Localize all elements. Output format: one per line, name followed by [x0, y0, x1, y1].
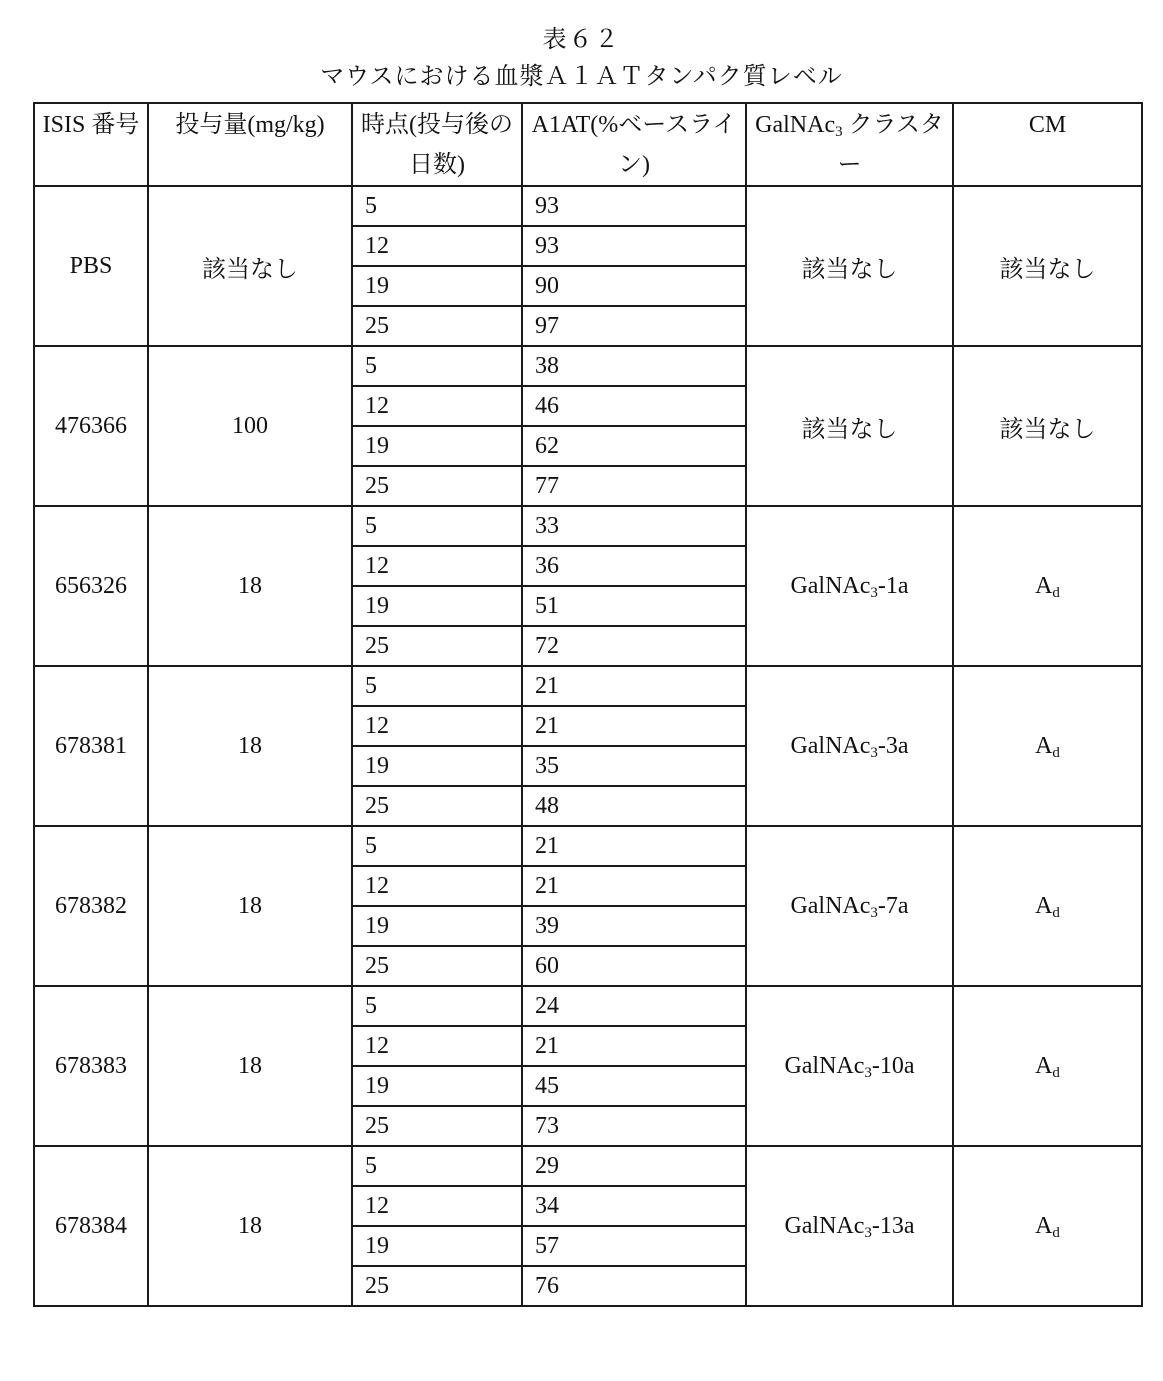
cm-cell	[953, 1146, 1142, 1306]
timepoint-cell: 19	[352, 426, 522, 466]
dose-cell: 該当なし	[148, 186, 352, 346]
a1at-cell: 21	[522, 666, 746, 706]
a1at-cell: 97	[522, 306, 746, 346]
galnac-cluster-cell	[746, 506, 953, 666]
a1at-cell: 38	[522, 346, 746, 386]
cm-base: A	[1035, 1052, 1053, 1079]
cluster-text: 該当なし	[801, 256, 898, 283]
a1at-cell: 36	[522, 546, 746, 586]
table-row	[34, 826, 1142, 866]
timepoint-cell: 12	[352, 1026, 522, 1066]
a1at-cell: 93	[522, 226, 746, 266]
a1at-cell: 21	[522, 1026, 746, 1066]
timepoint-cell: 12	[352, 226, 522, 266]
cm-subscript: d	[1052, 1064, 1060, 1081]
header-galnac-cluster	[746, 103, 953, 186]
dose-cell: 18	[148, 986, 352, 1146]
header-timepoint: 時点(投与後の日数)	[352, 103, 522, 186]
a1at-cell: 21	[522, 866, 746, 906]
cluster-suffix: -10a	[871, 1052, 915, 1079]
isis-number-cell: 678382	[34, 826, 148, 986]
header-galnac-suffix: クラスター	[837, 112, 944, 178]
table-body	[34, 186, 1142, 1306]
cm-cell	[953, 346, 1142, 506]
timepoint-cell: 12	[352, 866, 522, 906]
table-number: 表６２	[542, 27, 621, 53]
cluster-subscript: 3	[870, 904, 878, 921]
a1at-cell: 72	[522, 626, 746, 666]
cm-base: A	[1035, 892, 1053, 919]
header-row	[34, 103, 1142, 186]
isis-number-cell: 678381	[34, 666, 148, 826]
table-row	[34, 986, 1142, 1026]
timepoint-cell: 12	[352, 546, 522, 586]
isis-number-cell: 678384	[34, 1146, 148, 1306]
cm-cell	[953, 986, 1142, 1146]
a1at-cell: 48	[522, 786, 746, 826]
a1at-cell: 77	[522, 466, 746, 506]
a1at-cell: 76	[522, 1266, 746, 1306]
timepoint-cell: 12	[352, 706, 522, 746]
a1at-cell: 51	[522, 586, 746, 626]
dose-cell: 18	[148, 1146, 352, 1306]
timepoint-cell: 19	[352, 1066, 522, 1106]
table-row	[34, 1146, 1142, 1186]
a1at-cell: 21	[522, 826, 746, 866]
dose-cell: 18	[148, 826, 352, 986]
cluster-subscript: 3	[864, 1064, 872, 1081]
header-dose: 投与量(mg/kg)	[148, 103, 352, 186]
cm-base: A	[1035, 572, 1053, 599]
isis-number-cell: 656326	[34, 506, 148, 666]
table-row	[34, 186, 1142, 226]
cm-base: 該当なし	[999, 416, 1096, 443]
a1at-cell: 93	[522, 186, 746, 226]
a1at-cell: 90	[522, 266, 746, 306]
timepoint-cell: 25	[352, 786, 522, 826]
header-galnac-subscript: 3	[835, 124, 843, 140]
table-row	[34, 346, 1142, 386]
cluster-prefix: GalNAc	[784, 1212, 865, 1239]
cluster-suffix: -3a	[877, 732, 909, 759]
cluster-subscript: 3	[870, 744, 878, 761]
header-cm: CM	[953, 103, 1142, 186]
timepoint-cell: 25	[352, 946, 522, 986]
cm-cell	[953, 666, 1142, 826]
timepoint-cell: 25	[352, 1266, 522, 1306]
cm-cell	[953, 506, 1142, 666]
timepoint-cell: 12	[352, 386, 522, 426]
galnac-cluster-cell	[746, 1146, 953, 1306]
header-isis-number: ISIS 番号	[34, 103, 148, 186]
isis-number-cell: 678383	[34, 986, 148, 1146]
timepoint-cell: 19	[352, 586, 522, 626]
timepoint-cell: 5	[352, 986, 522, 1026]
isis-number-cell: PBS	[34, 186, 148, 346]
a1at-cell: 24	[522, 986, 746, 1026]
cluster-suffix: -13a	[871, 1212, 915, 1239]
cluster-prefix: GalNAc	[790, 732, 871, 759]
a1at-cell: 62	[522, 426, 746, 466]
a1at-cell: 21	[522, 706, 746, 746]
cluster-suffix: -7a	[877, 892, 909, 919]
table-row	[34, 506, 1142, 546]
dose-cell: 18	[148, 666, 352, 826]
dose-cell: 100	[148, 346, 352, 506]
timepoint-cell: 12	[352, 1186, 522, 1226]
cm-subscript: d	[1052, 904, 1060, 921]
table-title: マウスにおける血漿Ａ１ＡＴタンパク質レベル	[320, 64, 843, 90]
timepoint-cell: 19	[352, 266, 522, 306]
cm-base: A	[1035, 1212, 1053, 1239]
a1at-cell: 60	[522, 946, 746, 986]
timepoint-cell: 19	[352, 906, 522, 946]
a1at-cell: 34	[522, 1186, 746, 1226]
timepoint-cell: 5	[352, 1146, 522, 1186]
a1at-cell: 29	[522, 1146, 746, 1186]
timepoint-cell: 5	[352, 666, 522, 706]
cluster-prefix: GalNAc	[784, 1052, 865, 1079]
galnac-cluster-cell	[746, 826, 953, 986]
cluster-suffix: -1a	[877, 572, 909, 599]
galnac-cluster-cell	[746, 346, 953, 506]
timepoint-cell: 5	[352, 826, 522, 866]
galnac-cluster-cell	[746, 666, 953, 826]
header-galnac-prefix: GalNAc	[755, 112, 836, 138]
dose-cell: 18	[148, 506, 352, 666]
timepoint-cell: 5	[352, 346, 522, 386]
table-row	[34, 666, 1142, 706]
cm-cell	[953, 186, 1142, 346]
header-a1at: A1AT(%ベースライン)	[522, 103, 746, 186]
cluster-prefix: GalNAc	[790, 892, 871, 919]
a1at-data-table	[33, 102, 1143, 1307]
cluster-subscript: 3	[864, 1224, 872, 1241]
galnac-cluster-cell	[746, 186, 953, 346]
a1at-cell: 73	[522, 1106, 746, 1146]
cluster-text: 該当なし	[801, 416, 898, 443]
timepoint-cell: 5	[352, 186, 522, 226]
cm-subscript: d	[1052, 1224, 1060, 1241]
cm-cell	[953, 826, 1142, 986]
cm-base: A	[1035, 732, 1053, 759]
cm-subscript: d	[1052, 584, 1060, 601]
a1at-cell: 46	[522, 386, 746, 426]
cluster-subscript: 3	[870, 584, 878, 601]
a1at-cell: 33	[522, 506, 746, 546]
isis-number-cell: 476366	[34, 346, 148, 506]
cm-subscript: d	[1052, 744, 1060, 761]
a1at-cell: 57	[522, 1226, 746, 1266]
timepoint-cell: 19	[352, 1226, 522, 1266]
timepoint-cell: 25	[352, 1106, 522, 1146]
galnac-cluster-cell	[746, 986, 953, 1146]
timepoint-cell: 25	[352, 626, 522, 666]
a1at-cell: 39	[522, 906, 746, 946]
timepoint-cell: 5	[352, 506, 522, 546]
timepoint-cell: 25	[352, 466, 522, 506]
a1at-cell: 35	[522, 746, 746, 786]
a1at-cell: 45	[522, 1066, 746, 1106]
cluster-prefix: GalNAc	[790, 572, 871, 599]
timepoint-cell: 19	[352, 746, 522, 786]
cm-base: 該当なし	[999, 256, 1096, 283]
timepoint-cell: 25	[352, 306, 522, 346]
